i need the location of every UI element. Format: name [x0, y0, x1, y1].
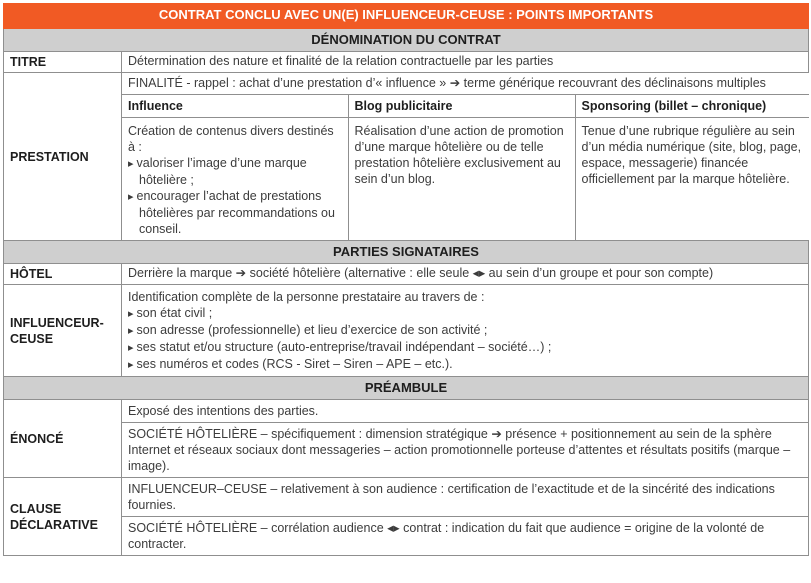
influence-bullet-1: ▸ valoriser l’image d’une marque hôtelière ; — [128, 155, 342, 188]
contract-points-table-page — [0, 3, 811, 583]
row-clause-2 — [4, 517, 809, 556]
influenceur-intro: Identification complète de la personne prestataire au travers de : — [128, 290, 485, 304]
row-influenceur — [4, 285, 809, 377]
row-prestation — [4, 73, 809, 241]
label-enonce: ÉNONCÉ — [4, 400, 122, 478]
prestation-content — [122, 73, 809, 241]
label-influenceur: INFLUENCEUR-CEUSE — [4, 285, 122, 377]
col-body-influence — [122, 118, 348, 241]
section-parties: PARTIES SIGNATAIRES — [4, 241, 809, 264]
col-head-sponsoring: Sponsoring (billet – chronique) — [575, 95, 809, 118]
label-hotel: HÔTEL — [4, 264, 122, 285]
row-enonce-1 — [4, 400, 809, 423]
col-head-influence: Influence — [122, 95, 348, 118]
enonce-line-2: SOCIÉTÉ HÔTELIÈRE – spécifiquement : dimension stratégique ➔ présence + positionnement au sein de la sphère Internet et réseaux sociaux dont messageries – action promotionnelle porteuse d’attentes et résultats positifs (marque – image). — [122, 423, 809, 478]
enonce-line-1: Exposé des intentions des parties. — [122, 400, 809, 423]
row-clause-1 — [4, 478, 809, 517]
row-enonce-2 — [4, 423, 809, 478]
clause-line-1: INFLUENCEUR–CEUSE – relativement à son audience : certification de l’exactitude et de la sincérité des indications fournies. — [122, 478, 809, 517]
label-prestation: PRESTATION — [4, 73, 122, 241]
influenceur-bullet-4: ▸ ses numéros et codes (RCS - Siret – Siren – APE – etc.). — [128, 356, 802, 373]
influenceur-bullet-2: ▸ son adresse (professionnelle) et lieu d’exercice de son activité ; — [128, 322, 802, 339]
influenceur-bullet-3: ▸ ses statut et/ou structure (auto-entreprise/travail indépendant – société…) ; — [128, 339, 802, 356]
value-hotel: Derrière la marque ➔ société hôtelière (alternative : elle seule ◂▸ au sein d’un groupe et pour son compte) — [122, 264, 809, 285]
influenceur-bullet-1: ▸ son état civil ; — [128, 305, 802, 322]
contract-table — [3, 3, 809, 556]
clause-line-2: SOCIÉTÉ HÔTELIÈRE – corrélation audience ◂▸ contrat : indication du fait que audience = origine de la volonté de contracter. — [122, 517, 809, 556]
section-preambule: PRÉAMBULE — [4, 377, 809, 400]
row-titre — [4, 52, 809, 73]
influence-bullet-2: ▸ encourager l’achat de prestations hôtelières par recommandations ou conseil. — [128, 188, 342, 237]
label-titre: TITRE — [4, 52, 122, 73]
prestation-finalite: FINALITÉ - rappel : achat d’une prestation d’« influence » ➔ terme générique recouvrant des déclinaisons multiples — [122, 73, 809, 95]
col-body-sponsoring: Tenue d’une rubrique régulière au sein d’un média numérique (site, blog, page, espace, messagerie) financée officiellement par la marque hôtelière. — [575, 118, 809, 241]
col-body-blog: Réalisation d’une action de promotion d’une marque hôtelière ou de telle prestation hôtelière exclusivement au sein d’un blog. — [348, 118, 575, 241]
value-influenceur — [122, 285, 809, 377]
label-clause: CLAUSE DÉCLARATIVE — [4, 478, 122, 556]
value-titre: Détermination des nature et finalité de la relation contractuelle par les parties — [122, 52, 809, 73]
section-denomination: DÉNOMINATION DU CONTRAT — [4, 29, 809, 52]
prestation-subtable — [122, 73, 809, 240]
table-title: CONTRAT CONCLU AVEC UN(E) INFLUENCEUR-CEUSE : POINTS IMPORTANTS — [4, 4, 809, 29]
col-head-blog: Blog publicitaire — [348, 95, 575, 118]
influence-intro: Création de contenus divers destinés à : — [128, 124, 334, 154]
row-hotel — [4, 264, 809, 285]
